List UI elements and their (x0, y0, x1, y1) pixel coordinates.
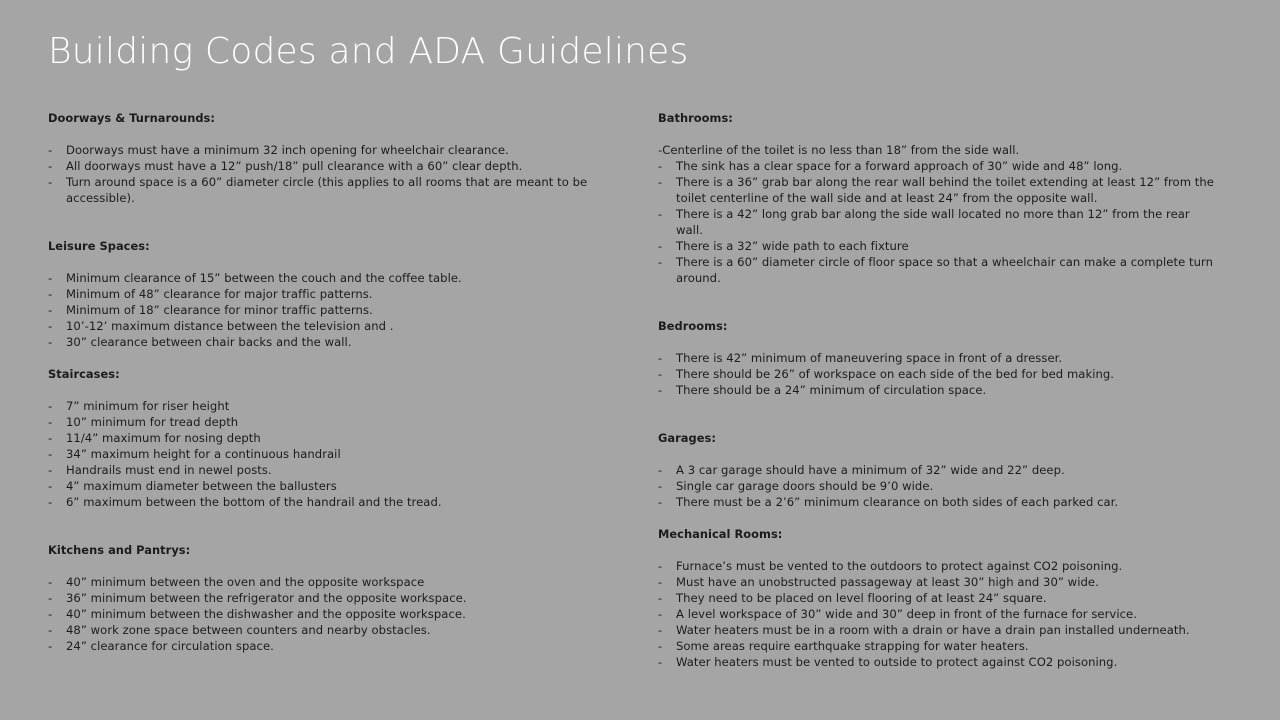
list-item: - 48” work zone space between counters and nearby obstacles. (48, 622, 608, 638)
list-item: - 10’-12’ maximum distance between the television and . (48, 318, 608, 334)
section-heading: Leisure Spaces: (48, 239, 150, 253)
list-item: - Water heaters must be vented to outside to protect against CO2 poisoning. (658, 654, 1218, 670)
guideline-list (658, 350, 1218, 398)
list-item: - There is 42” minimum of maneuvering space in front of a dresser. (658, 350, 1218, 366)
list-item: - A 3 car garage should have a minimum of 32” wide and 22” deep. (658, 462, 1218, 478)
list-item: - Handrails must end in newel posts. (48, 462, 608, 478)
guideline-list (658, 558, 1218, 670)
guideline-list (48, 574, 608, 654)
section-kitchens (48, 542, 608, 654)
list-item: - 40” minimum between the oven and the opposite workspace (48, 574, 608, 590)
spacer (48, 206, 608, 238)
list-item: - Minimum of 48” clearance for major traffic patterns. (48, 286, 608, 302)
list-item: - There should be a 24” minimum of circulation space. (658, 382, 1218, 398)
section-heading: Garages: (658, 431, 716, 445)
section-heading: Kitchens and Pantrys: (48, 543, 191, 557)
list-item: - Water heaters must be in a room with a drain or have a drain pan installed underneath. (658, 622, 1218, 638)
section-garages (658, 430, 1218, 510)
list-item: - Single car garage doors should be 9’0 wide. (658, 478, 1218, 494)
list-item: - All doorways must have a 12” push/18” pull clearance with a 60” clear depth. (48, 158, 608, 174)
list-item: - 30” clearance between chair backs and the wall. (48, 334, 608, 350)
list-item: - A level workspace of 30” wide and 30” deep in front of the furnace for service. (658, 606, 1218, 622)
list-item: - There is a 32” wide path to each fixture (658, 238, 1218, 254)
left-column (48, 110, 608, 654)
section-heading: Mechanical Rooms: (658, 527, 783, 541)
right-column (658, 110, 1218, 670)
list-item: - 7” minimum for riser height (48, 398, 608, 414)
section-leisure-spaces (48, 238, 608, 350)
slide-title: Building Codes and ADA Guidelines (48, 31, 689, 72)
guideline-list (658, 462, 1218, 510)
guideline-list (48, 270, 608, 350)
list-item: - 36” minimum between the refrigerator and the opposite workspace. (48, 590, 608, 606)
list-item: - 40” minimum between the dishwasher and the opposite workspace. (48, 606, 608, 622)
section-heading: Bedrooms: (658, 319, 728, 333)
list-item: - There is a 42” long grab bar along the side wall located no more than 12” from the rear wall. (658, 206, 1218, 238)
section-heading: Staircases: (48, 367, 120, 381)
section-staircases (48, 366, 608, 510)
list-item: - 11/4” maximum for nosing depth (48, 430, 608, 446)
spacer (658, 286, 1218, 318)
list-item: - Doorways must have a minimum 32 inch opening for wheelchair clearance. (48, 142, 608, 158)
list-item: - 34” maximum height for a continuous handrail (48, 446, 608, 462)
section-bathrooms (658, 110, 1218, 286)
list-item: - Some areas require earthquake strapping for water heaters. (658, 638, 1218, 654)
spacer (48, 510, 608, 542)
section-mechanical-rooms (658, 526, 1218, 670)
section-heading: Bathrooms: (658, 111, 733, 125)
list-item: - 10” minimum for tread depth (48, 414, 608, 430)
section-heading: Doorways & Turnarounds: (48, 111, 215, 125)
list-item: - There should be 26” of workspace on each side of the bed for bed making. (658, 366, 1218, 382)
section-doorways (48, 110, 608, 206)
list-item: - 24” clearance for circulation space. (48, 638, 608, 654)
list-item: - Turn around space is a 60” diameter circle (this applies to all rooms that are meant to be accessible). (48, 174, 608, 206)
list-item: - Minimum of 18” clearance for minor traffic patterns. (48, 302, 608, 318)
list-item: - Minimum clearance of 15” between the couch and the coffee table. (48, 270, 608, 286)
spacer (658, 510, 1218, 526)
list-item: - The sink has a clear space for a forward approach of 30” wide and 48” long. (658, 158, 1218, 174)
guideline-list (658, 158, 1218, 286)
list-item: - 4” maximum diameter between the ballusters (48, 478, 608, 494)
list-item: - There is a 36” grab bar along the rear wall behind the toilet extending at least 12” from the toilet centerline of the wall side and at least 24” from the opposite wall. (658, 174, 1218, 206)
lead-item: -Centerline of the toilet is no less than 18” from the side wall. (658, 143, 1020, 157)
guideline-list (48, 142, 608, 206)
list-item: - There is a 60” diameter circle of floor space so that a wheelchair can make a complete turn around. (658, 254, 1218, 286)
list-item: - Must have an unobstructed passageway at least 30” high and 30” wide. (658, 574, 1218, 590)
list-item: - 6” maximum between the bottom of the handrail and the tread. (48, 494, 608, 510)
section-bedrooms (658, 318, 1218, 398)
list-item: - Furnace’s must be vented to the outdoors to protect against CO2 poisoning. (658, 558, 1218, 574)
spacer (658, 398, 1218, 430)
guideline-list (48, 398, 608, 510)
spacer (48, 350, 608, 366)
list-item: - There must be a 2’6” minimum clearance on both sides of each parked car. (658, 494, 1218, 510)
list-item: - They need to be placed on level flooring of at least 24” square. (658, 590, 1218, 606)
